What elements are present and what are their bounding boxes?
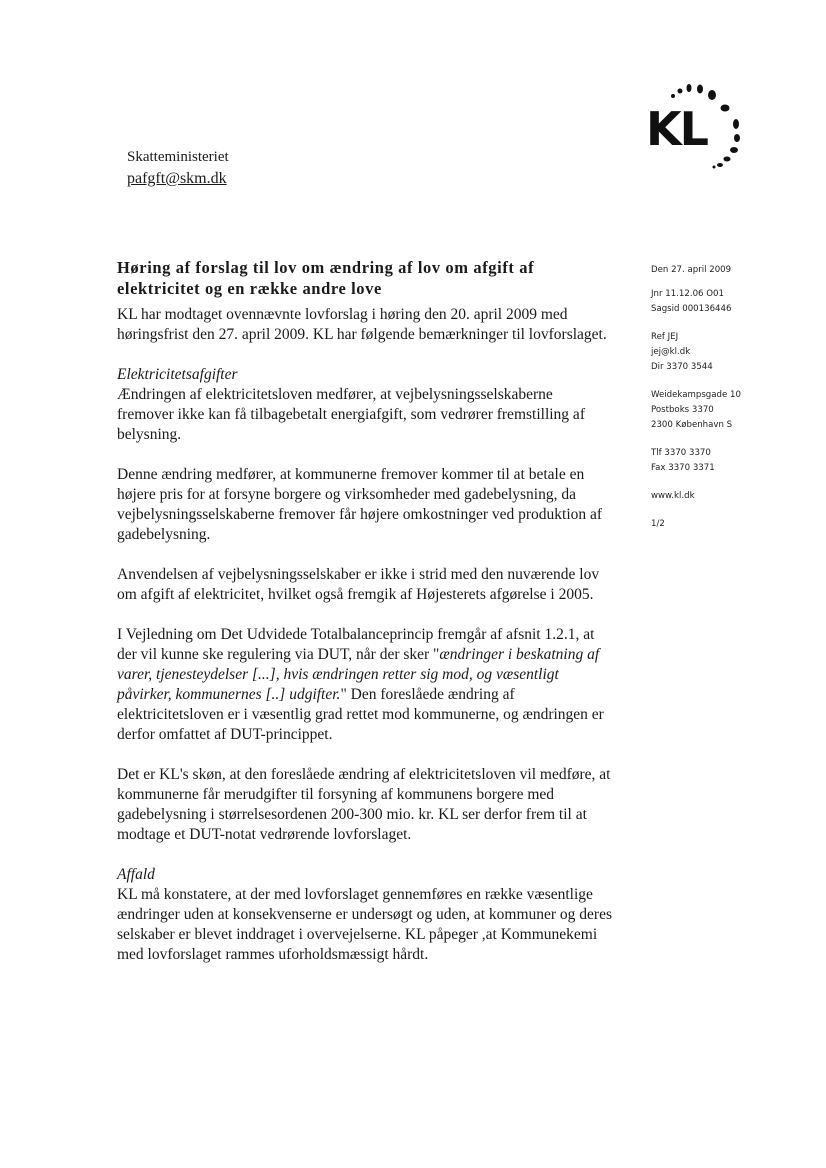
kl-logo [640,80,750,180]
paragraph-2: Denne ændring medfører, at kommunerne fremover kommer til at betale en højere pris for at forsyne borgere og virksomheder med gadebelysning, da vejbelysningsselskaberne fremover får højere omkostninger ved produktion af gadebelysning. [117,466,603,543]
paragraph-5: Det er KL's skøn, at den foreslåede ændring af elektricitetsloven vil medføre, at kommunerne får merudgifter til forsyning af kommunens borgere med gadebelysning i størrelsesordenen 200-300 mio. kr. KL ser derfor frem til at modtage et DUT-notat vedrørende lovforslaget. [117,766,611,843]
sidebar-web-link[interactable]: www.kl.dk [651,491,695,501]
paragraph-4-start: I Vejledning om Det Udvidede Totalbalanceprincip fremgår af afsnit 1.2.1, at der vil kunne ske regulering via DUT, når der sker " [117,626,595,663]
intro-paragraph: KL har modtaget ovennævnte lovforslag i høring den 20. april 2009 med høringsfrist den 27. april 2009. KL har følgende bemærkninger til lovforslaget. [117,306,607,343]
sidebar-tlf: Tlf 3370 3370 [651,448,711,458]
paragraph-1: Ændringen af elektricitetsloven medfører, at vejbelysningsselskaberne fremover ikke kan få tilbagebetalt energiafgift, som vedrører fremstilling af belysning. [117,386,585,443]
paragraph-4 [117,625,613,745]
paragraph-4-end: " Den foreslåede ændring af elektricitetsloven er i væsentlig grad rettet mod kommunerne, og ændringen er derfor omfattet af DUT-princippet. [117,686,604,743]
sidebar-sagsid: Sagsid 000136446 [651,304,732,314]
letter-subject: Høring af forslag til lov om ændring af lov om afgift af elektricitet og en række andre love [117,258,535,298]
section-heading-elektricitet: Elektricitetsafgifter [117,366,238,383]
letter-body [117,305,613,965]
sidebar-dir: Dir 3370 3544 [651,362,713,372]
sidebar-email[interactable]: jej@kl.dk [651,347,691,357]
kl-logo-text: KL [646,102,707,156]
recipient-email-link[interactable]: pafgft@skm.dk [127,170,227,187]
sidebar-ref: Ref JEJ [651,332,679,342]
kl-logo-dots-icon [640,80,750,180]
sidebar-postbox: Postboks 3370 [651,405,714,415]
sidebar-info [651,263,811,532]
page-number: 1/2 [651,519,665,529]
sidebar-jnr: Jnr 11.12.06 O01 [651,289,724,299]
sidebar-fax: Fax 3370 3371 [651,463,715,473]
paragraph-3: Anvendelsen af vejbelysningsselskaber er ikke i strid med den nuværende lov om afgift af elektricitet, hvilket også fremgik af Højesterets afgørelse i 2005. [117,566,600,603]
sidebar-date: Den 27. april 2009 [651,265,732,275]
paragraph-6: KL må konstatere, at der med lovforslaget gennemføres en række væsentlige ændringer uden at konsekvenserne er undersøgt og uden, at kommuner og deres selskaber er blevet inddraget i overvejelserne. KL påpeger ,at Kommunekemi med lovforslaget rammes uforholdsmæssigt hårdt. [117,886,613,963]
sidebar-street: Weidekampsgade 10 [651,390,741,400]
section-heading-affald: Affald [117,866,155,883]
recipient-name: Skatteministeriet [127,149,229,165]
recipient-block [127,146,229,190]
sidebar-city: 2300 København S [651,420,733,430]
paragraph-4-quote: ændringer i beskatning af varer, tjenesteydelser [...], hvis ændringen retter sig mod, og væsentligt påvirker, kommunernes [..] udgifter. [117,646,600,703]
